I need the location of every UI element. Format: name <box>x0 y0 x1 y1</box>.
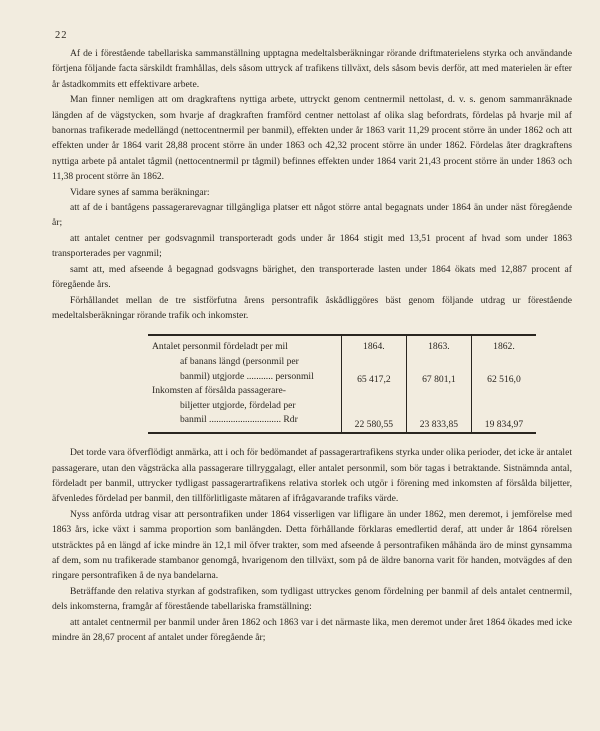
paragraph: Vidare synes af samma beräkningar: <box>70 186 210 198</box>
year-header: 1863. <box>428 341 450 353</box>
table-row-labels <box>148 336 341 432</box>
paragraph: samt att, med afseende å begagnad godsvagns bärighet, den transporterade lasten under 1864 ökats med 12,887 procent af föregående års. <box>52 263 572 291</box>
year-header: 1864. <box>363 341 385 353</box>
paragraph: Man finner nemligen att om dragkraftens nyttiga arbete, uttryckt genom centnermil nettolast, d. v. s. genom sammanräknade längden af de vägstycken, som hvarje af dragkraften framförd centner nettolast af olika slag befordrats, fördelas på hvarje mil af banornas trafikerade medellängd (nettocentnermil per banmil), effekten under år 1863 varit 11,29 procent större än under 1862 och att effekten under år 1864 varit 28,88 procent större än under 1863 och 42,32 procent större än under 1862. Fördelas åter dragkraftens nyttiga arbete på antalet tågmil (nettocentnermil pr tågmil) befinnes effekten under 1864 varit 21,43 procent större än under 1863 och 11,38 procent större än 1862. <box>52 94 572 183</box>
column-1862 <box>471 336 536 432</box>
statistics-table <box>148 334 536 434</box>
paragraph: Nyss anförda utdrag visar att persontrafiken under 1864 visserligen var lifligare än under 1862, men deremot, i jemförelse med 1863 års, icke växt i samma proportion som banlängden. Detta förhållande förklaras emedlertid deraf, att under år 1864 rörelsen utsträcktes på en längd af icke mindre än 12,1 mil öfver trakter, som med afseende å persontrafiken måhända äro de minst gynsamma af dem, som nu trafikerade stambanor genomgå, hvarigenom den tillväxt, som på de äldre banorna varit för handen, motvägdes af den ringare persontrafiken å de nya bandelarna. <box>52 508 572 582</box>
body-text <box>52 46 572 645</box>
paragraph: att af de i bantågens passagerarevagnar tillgängliga platser ett något större antal begagnats under 1864 än under näst föregående år; <box>52 202 572 229</box>
column-1863 <box>406 336 471 432</box>
row2-label-b: biljetter utgjorde, fördelad per <box>180 399 296 411</box>
paragraph: Af de i förestående tabellariska sammanställning upptagna medeltalsberäkningar rörande driftmaterielens styrka och användande förtjena följande facta särskildt framhållas, dels såsom uttryck af trafikens tillväxt, dels såsom bevis derför, att med materielen är efter år åstadkommits ett effektivare arbete. <box>52 48 572 90</box>
row1-label-b: af banans längd (personmil per <box>180 355 299 367</box>
paragraph: att antalet centner per godsvagnmil transporteradt gods under år 1864 stigit med 13,51 procent af hvad som under 1863 transporterades per vagnmil; <box>52 232 572 260</box>
table-cell: 19 834,97 <box>484 418 524 430</box>
column-1864 <box>341 336 406 432</box>
table-cell: 67 801,1 <box>422 373 456 385</box>
table-cell: 23 833,85 <box>419 418 459 430</box>
paragraph: att antalet centnermil per banmil under åren 1862 och 1863 var i det närmaste lika, men deremot under året 1864 ökades med icke mindre än 28,67 procent af antalet under föregående år; <box>52 616 572 643</box>
paragraph: Det torde vara öfverflödigt anmärka, att i och för bedömandet af passagerartrafikens styrka under olika perioder, det icke är antalet passagerare, utan den vägsträcka alla passagerare tillryggalagt, eller antalet personmil, som bör tagas i betraktande. Sistnämnda antal, fördeladt per banmil, uttrycker tydligast passagerartrafikens relativa storlek och utgör i förening med inkomsten af försålda biljetter, äfvenledes fördelad per banmil, den tillförlitligaste mätaren af ifrågavarande trafiks värde. <box>52 447 572 505</box>
table-cell: 65 417,2 <box>357 373 391 385</box>
paragraph: Beträffande den relativa styrkan af godstrafiken, som tydligast uttryckes genom fördelning per banmil af dels antalet centnermil, dels inkomsterna, framgår af förestående tabellariska framställning: <box>52 585 572 613</box>
year-header: 1862. <box>493 341 515 353</box>
page-number: 22 <box>55 30 68 41</box>
row1-label-a: Antalet personmil fördeladt per mil <box>152 341 288 353</box>
row2-label-c: banmil .............................. Rdr <box>180 414 298 426</box>
row1-label-c: banmil) utgjorde ........... personmil <box>180 370 314 382</box>
row2-label-a: Inkomsten af försålda passagerare- <box>152 385 286 397</box>
table-cell: 22 580,55 <box>354 418 394 430</box>
paragraph: Förhållandet mellan de tre sistförfutna årens persontrafik åskådliggöres bäst genom följande utdrag ur förestående medeltalsberäkningar rörande trafik och inkomster. <box>52 294 572 321</box>
table-cell: 62 516,0 <box>487 373 521 385</box>
